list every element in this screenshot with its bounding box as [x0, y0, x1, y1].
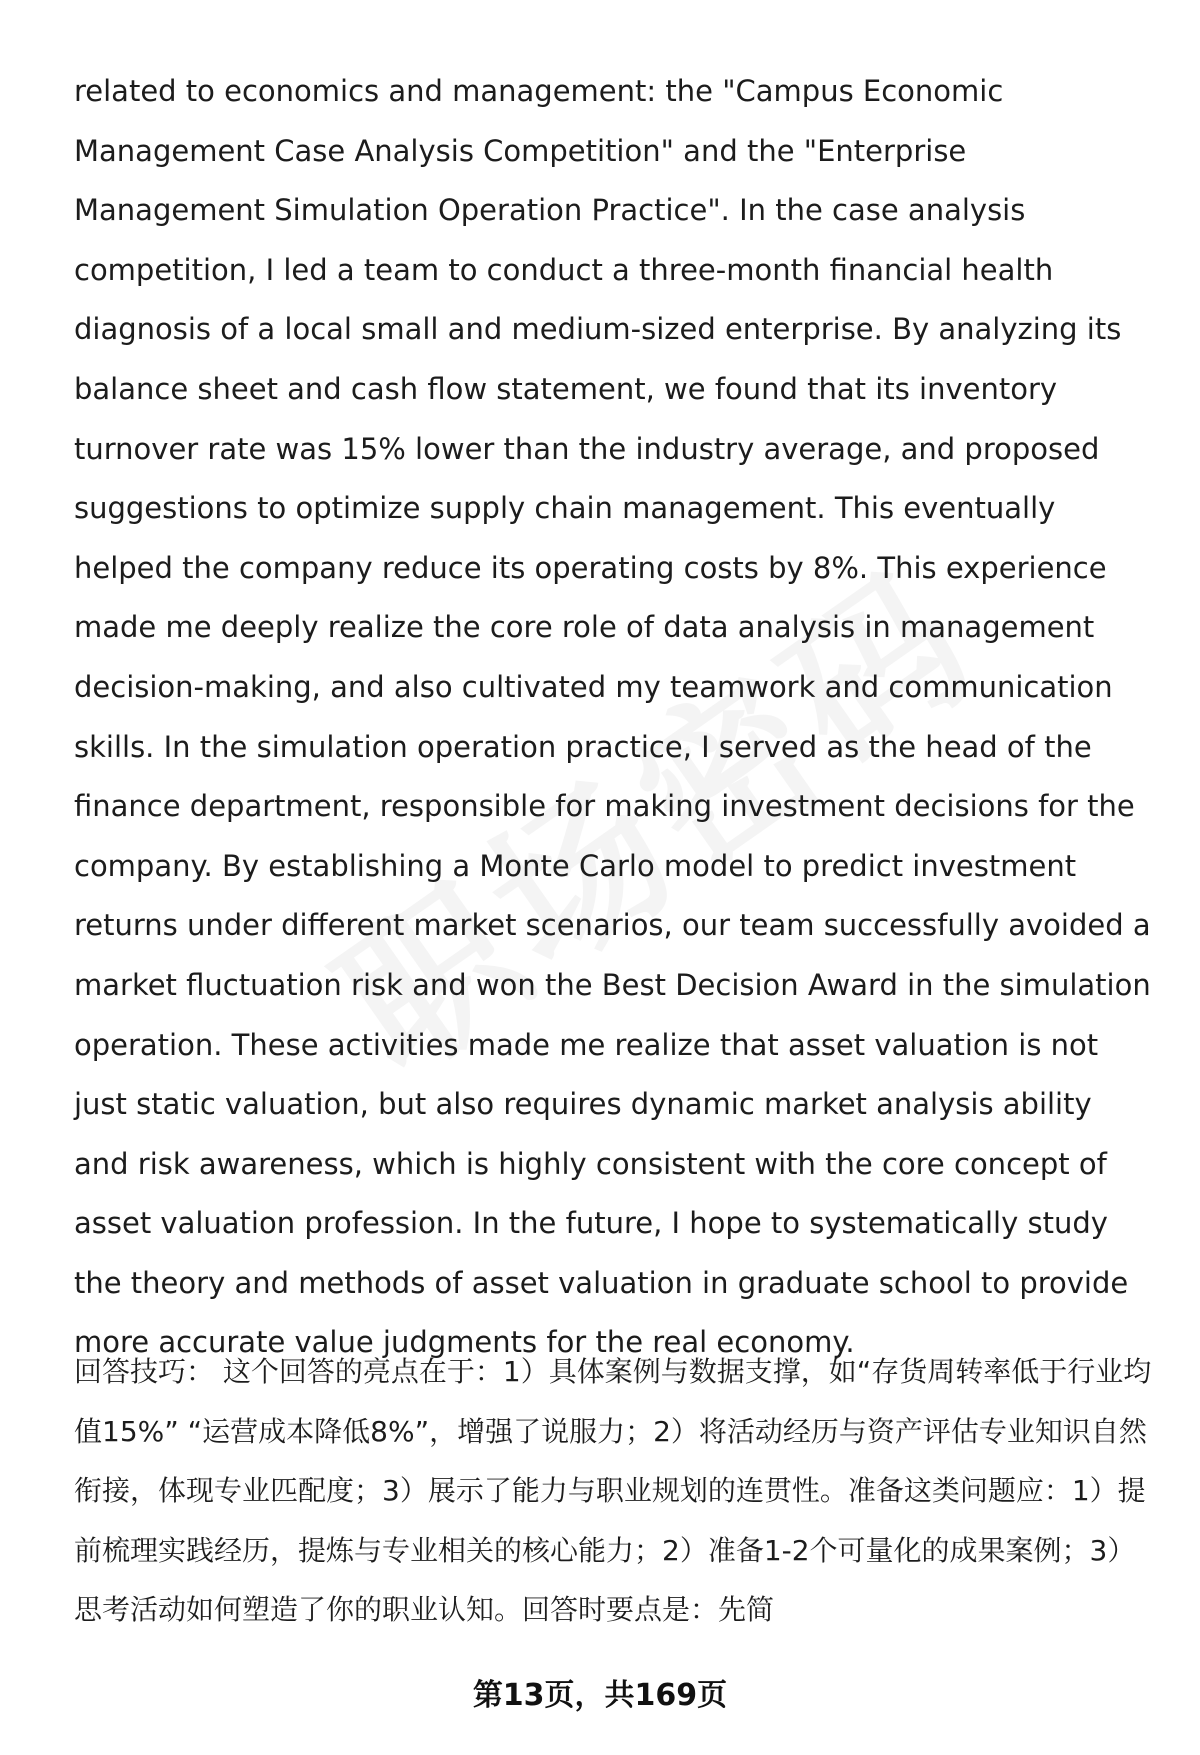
page-number: 第13页，共169页 [472, 1678, 728, 1713]
answer-tips-paragraph: 回答技巧： 这个回答的亮点在于：1）具体案例与数据支撑，如“存货周转率低于行业均值15%” “运营成本降低8%”，增强了说服力；2）将活动经历与资产评估专业知识自然衔接，体现专业匹配度；3）展示了能力与职业规划的连贯性。准备这类问题应：1）提前梳理实践经历，提炼与专业相关的核心能力；2）准备1-2个可量化的成果案例；3）思考活动如何塑造了你的职业认知。回答时要点是：先简 [74, 1355, 1152, 1626]
answer-paragraph: related to economics and management: the "Campus Economic Management Case Analysis Competition" and the "Enterprise Management Simulation Operation Practice". In the case analysis competition, I led a team to conduct a three-month financial health diagnosis of a local small and medium-sized enterprise. By analyzing its balance sheet and cash flow statement, we found that its inventory turnover rate was 15% lower than the industry average, and proposed suggestions to optimize supply chain management. This eventually helped the company reduce its operating costs by 8%. This experience made me deeply realize the core role of data analysis in management decision-making, and also cultivated my teamwork and communication skills. In the simulation operation practice, I served as the head of the finance department, responsible for making investment decisions for the company. By establishing a Monte Carlo model to predict investment returns under different market scenarios, our team successfully avoided a market fluctuation risk and won the Best Decision Award in the simulation operation. These activities made me realize that asset valuation is not just static valuation, but also requires dynamic market analysis ability and risk awareness, which is highly consistent with the core concept of asset valuation profession. In the future, I hope to systematically study the theory and methods of asset valuation in graduate school to provide more accurate value judgments for the real economy. [74, 74, 1151, 1360]
